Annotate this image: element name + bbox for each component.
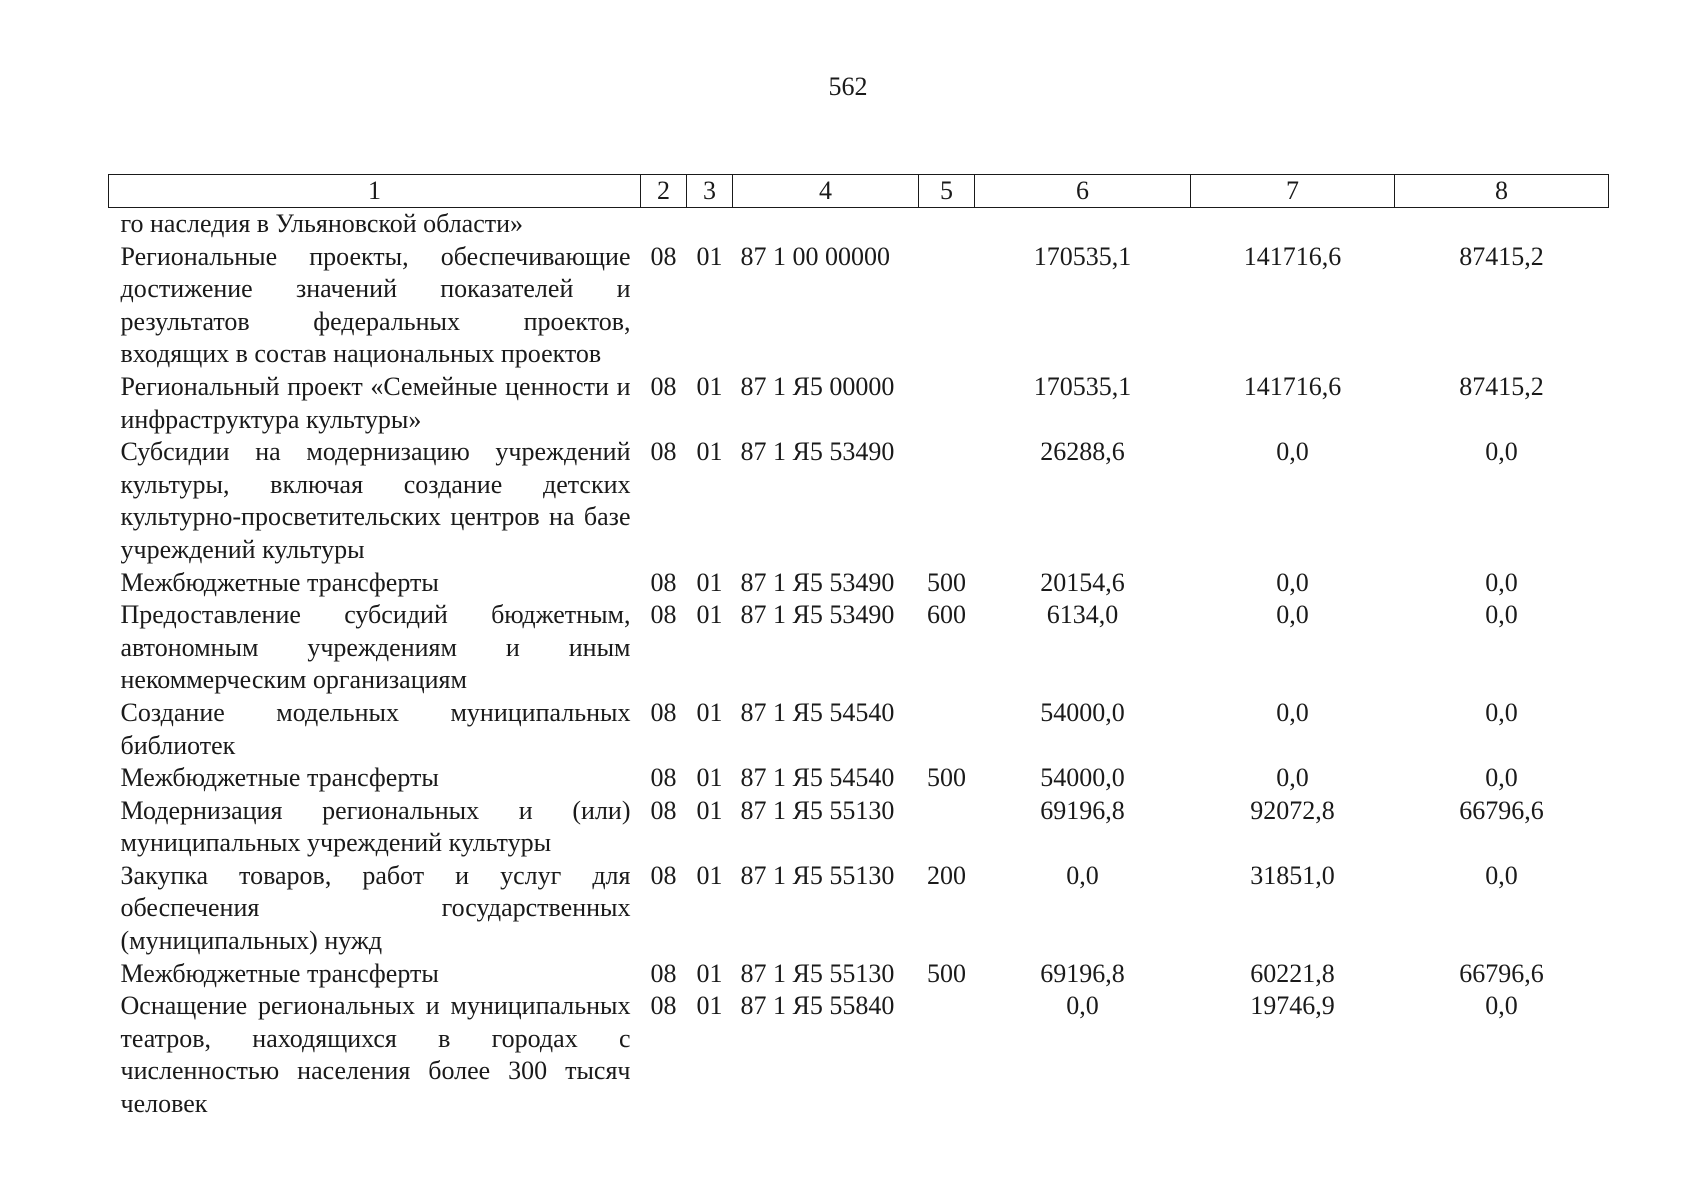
row-section-code: 08 [650,958,677,988]
row-name: Оснащение региональных и муниципальных театров, находящихся в городах с численностью населения более 300 тысяч человек [120,991,631,1119]
row-section-code: 08 [650,567,677,597]
row-section-code: 08 [650,437,677,467]
row-amount-year3: 0,0 [1485,567,1518,597]
row-subsection-code: 01 [696,567,723,597]
row-amount-year2: 0,0 [1276,437,1309,467]
row-amount-year3: 87415,2 [1459,371,1544,401]
row-name: Предоставление субсидий бюджетным, автономным учреждениям и иным некоммерческим организациям [120,600,631,695]
row-amount-year2: 141716,6 [1243,241,1342,271]
row-amount-year3: 0,0 [1485,763,1518,793]
row-target-article: 87 1 Я5 53490 [740,567,895,597]
row-name: го наследия в Ульяновской области» [120,209,524,238]
row-expense-type [919,697,975,762]
row-amount-year2 [1191,208,1395,241]
row-section-code: 08 [650,371,677,401]
table-row [109,371,1609,436]
row-expense-type: 200 [927,860,966,890]
table-row [109,990,1609,1120]
row-name: Региональные проекты, обеспечивающие достижение значений показателей и результатов федеральных проектов, входящих в состав национальных проектов [120,241,631,369]
row-amount-year1: 0,0 [1066,991,1099,1021]
row-name: Межбюджетные трансферты [120,567,439,597]
row-amount-year3: 66796,6 [1459,958,1544,988]
row-target-article: 87 1 Я5 53490 [740,600,895,630]
row-target-article: 87 1 Я5 00000 [740,371,895,401]
row-amount-year1: 6134,0 [1046,600,1119,630]
row-amount-year1: 170535,1 [1033,241,1132,271]
row-amount-year3: 87415,2 [1459,241,1544,271]
row-name: Модернизация региональных и (или) муниципальных учреждений культуры [120,795,631,858]
row-expense-type [919,436,975,566]
row-name: Закупка товаров, работ и услуг для обеспечения государственных (муниципальных) нужд [120,860,631,956]
budget-table [108,174,1609,1121]
row-section-code: 08 [650,763,677,793]
row-name: Региональный проект «Семейные ценности и инфраструктура культуры» [120,371,631,434]
row-subsection-code: 01 [696,763,723,793]
row-section-code [641,208,687,241]
row-target-article: 87 1 Я5 54540 [740,763,895,793]
table-row [109,599,1609,697]
row-expense-type: 500 [927,958,966,988]
row-amount-year1: 0,0 [1066,860,1099,890]
table-row [109,436,1609,566]
row-expense-type: 500 [927,567,966,597]
row-section-code: 08 [650,241,677,271]
row-amount-year2: 31851,0 [1250,860,1335,890]
row-subsection-code: 01 [696,991,723,1021]
row-name: Межбюджетные трансферты [120,763,439,793]
row-expense-type [919,371,975,436]
row-section-code: 08 [650,991,677,1021]
row-expense-type: 500 [927,763,966,793]
row-name: Создание модельных муниципальных библиотек [120,697,631,760]
table-body [109,208,1609,1121]
row-amount-year3 [1395,208,1609,241]
row-amount-year1: 26288,6 [1040,437,1125,467]
row-amount-year2: 92072,8 [1250,795,1335,825]
row-expense-type [919,990,975,1120]
column-header-4: 4 [733,175,919,208]
column-header-2: 2 [641,175,687,208]
row-amount-year2: 0,0 [1276,763,1309,793]
row-amount-year1: 20154,6 [1040,567,1125,597]
row-section-code: 08 [650,860,677,890]
row-amount-year3: 66796,6 [1459,795,1544,825]
row-section-code: 08 [650,697,677,727]
row-name: Межбюджетные трансферты [120,958,439,988]
row-expense-type [919,208,975,241]
table-row [109,958,1609,991]
row-expense-type [919,241,975,371]
table-row [109,762,1609,795]
row-amount-year1: 170535,1 [1033,371,1132,401]
column-header-3: 3 [687,175,733,208]
page-number: 562 [828,72,868,101]
row-name: Субсидии на модернизацию учреждений культуры, включая создание детских культурно-просветительских центров на базе учреждений культуры [120,437,631,564]
row-subsection-code: 01 [696,600,723,630]
column-header-6: 6 [975,175,1191,208]
row-amount-year2: 19746,9 [1250,991,1335,1021]
row-target-article [733,208,919,241]
row-amount-year3: 0,0 [1485,600,1518,630]
row-subsection-code: 01 [696,860,723,890]
row-amount-year3: 0,0 [1485,437,1518,467]
row-subsection-code: 01 [696,241,723,271]
row-amount-year3: 0,0 [1485,697,1518,727]
table-header [109,175,1609,208]
row-amount-year1 [975,208,1191,241]
row-section-code: 08 [650,795,677,825]
row-subsection-code: 01 [696,958,723,988]
row-subsection-code: 01 [696,697,723,727]
row-subsection-code: 01 [696,371,723,401]
table-row [109,795,1609,860]
row-target-article: 87 1 Я5 54540 [740,697,895,727]
row-amount-year1: 54000,0 [1040,763,1125,793]
row-amount-year1: 69196,8 [1040,795,1125,825]
row-subsection-code [687,208,733,241]
column-header-5: 5 [919,175,975,208]
row-expense-type [919,795,975,860]
row-expense-type: 600 [927,600,966,630]
table-row [109,567,1609,600]
row-amount-year1: 69196,8 [1040,958,1125,988]
table-row [109,241,1609,371]
row-amount-year3: 0,0 [1485,991,1518,1021]
table-row [109,208,1609,241]
row-target-article: 87 1 Я5 55130 [740,795,895,825]
table-row [109,860,1609,958]
column-header-7: 7 [1191,175,1395,208]
row-target-article: 87 1 Я5 53490 [740,437,895,467]
row-amount-year2: 0,0 [1276,567,1309,597]
row-target-article: 87 1 00 00000 [740,241,890,271]
row-section-code: 08 [650,600,677,630]
column-header-1: 1 [109,175,641,208]
table-row [109,697,1609,762]
row-target-article: 87 1 Я5 55130 [740,860,895,890]
row-amount-year2: 0,0 [1276,697,1309,727]
row-amount-year1: 54000,0 [1040,697,1125,727]
row-amount-year2: 0,0 [1276,600,1309,630]
column-header-8: 8 [1395,175,1609,208]
row-amount-year2: 60221,8 [1250,958,1335,988]
row-target-article: 87 1 Я5 55130 [740,958,895,988]
header-row [109,175,1609,208]
row-target-article: 87 1 Я5 55840 [740,991,895,1021]
row-subsection-code: 01 [696,795,723,825]
row-amount-year3: 0,0 [1485,860,1518,890]
row-amount-year2: 141716,6 [1243,371,1342,401]
row-subsection-code: 01 [696,437,723,467]
